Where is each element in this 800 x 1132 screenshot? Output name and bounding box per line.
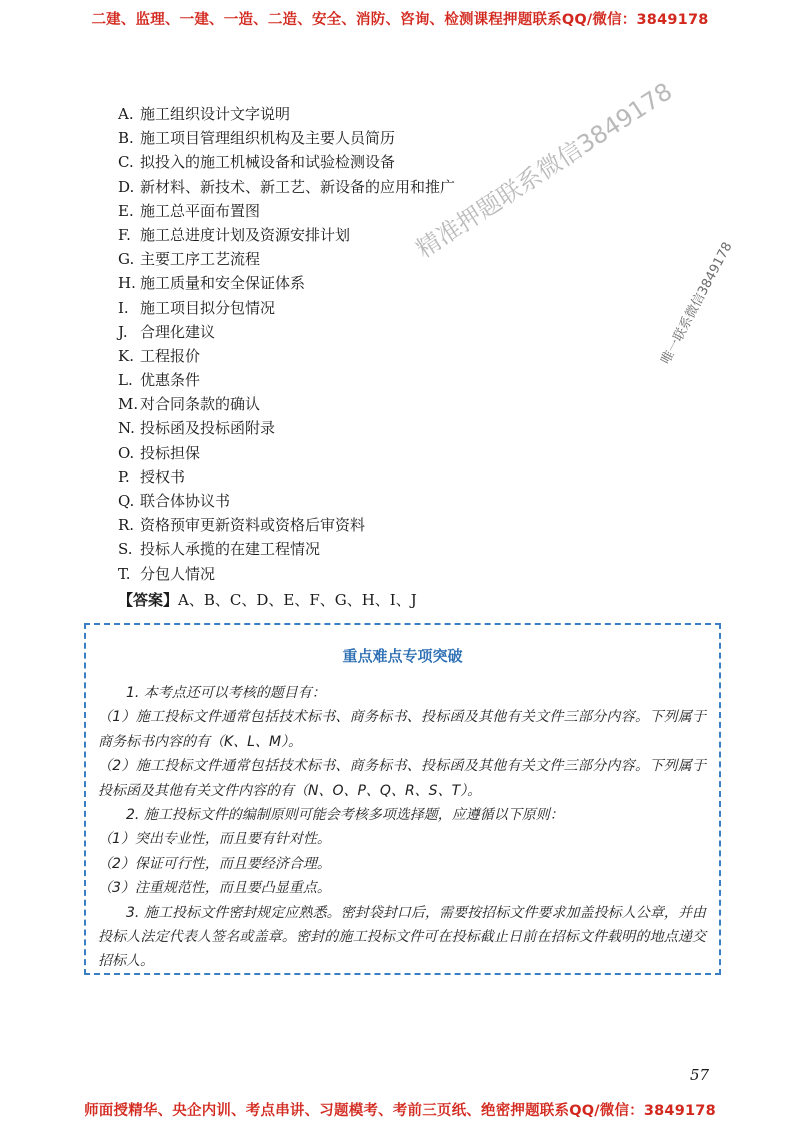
option-text: 优惠条件 <box>140 371 201 390</box>
option-item <box>118 465 678 489</box>
option-item <box>118 368 678 392</box>
option-text: 施工质量和安全保证体系 <box>140 274 306 293</box>
option-text: 新材料、新技术、新工艺、新设备的应用和推广 <box>140 177 456 196</box>
option-text: 合理化建议 <box>140 322 216 341</box>
option-item <box>118 537 678 561</box>
option-item <box>118 513 678 537</box>
option-letter: K. <box>118 346 134 365</box>
option-letter: E. <box>118 201 134 220</box>
option-text: 施工项目管理组织机构及主要人员简历 <box>140 129 396 148</box>
option-item <box>118 441 678 465</box>
option-item <box>118 392 678 416</box>
option-item <box>118 296 678 320</box>
option-item <box>118 223 678 247</box>
option-text: 施工项目拟分包情况 <box>140 298 276 317</box>
option-item <box>118 247 678 271</box>
page-number: 57 <box>690 1066 710 1084</box>
option-text: 投标函及投标函附录 <box>140 419 276 438</box>
option-item <box>118 344 678 368</box>
focus-paragraph: 2. 施工投标文件的编制原则可能会考核多项选择题，应遵循以下原则： <box>126 807 564 824</box>
focus-paragraph: 3. 施工投标文件密封规定应熟悉。密封袋封口后，需要按招标文件要求加盖投标人公章，并由投标人法定代表人签名或盖章。密封的施工投标文件可在投标截止日前在招标文件载明的地点递交招标人。 <box>98 904 706 970</box>
option-text: 施工总进度计划及资源安排计划 <box>140 225 351 244</box>
option-letter: N. <box>118 419 135 438</box>
header-banner: 二建、监理、一建、一造、二造、安全、消防、咨询、检测课程押题联系QQ/微信：3849178 <box>91 12 709 28</box>
option-text: 施工总平面布置图 <box>140 201 261 220</box>
focus-paragraph: （3）注重规范性，而且要凸显重点。 <box>98 880 331 897</box>
option-text: 分包人情况 <box>140 564 216 583</box>
option-item <box>118 320 678 344</box>
option-text: 授权书 <box>140 467 186 486</box>
option-text: 对合同条款的确认 <box>140 395 261 414</box>
option-list <box>118 102 678 586</box>
option-item <box>118 271 678 295</box>
option-text: 拟投入的施工机械设备和试验检测设备 <box>140 153 396 172</box>
watermark-side: 唯一联系微信3849178 <box>658 239 736 367</box>
option-letter: M. <box>118 395 139 414</box>
option-letter: L. <box>118 371 133 390</box>
option-item <box>118 416 678 440</box>
option-letter: C. <box>118 153 134 172</box>
option-letter: A. <box>118 105 134 123</box>
option-text: 工程报价 <box>140 346 201 365</box>
focus-paragraph: （2）保证可行性，而且要经济合理。 <box>98 855 331 872</box>
option-item <box>118 199 678 223</box>
focus-box <box>84 623 721 975</box>
focus-paragraph: （2）施工投标文件通常包括技术标书、商务标书、投标函及其他有关文件三部分内容。下列属于投标函及其他有关文件内容的有（N、O、P、Q、R、S、T）。 <box>98 758 706 799</box>
option-letter: J. <box>118 322 128 341</box>
watermark-diagonal: 精准押题联系微信3849178 <box>411 77 678 264</box>
option-letter: F. <box>118 225 131 244</box>
answer-label: 【答案】 <box>118 591 179 609</box>
option-letter: B. <box>118 129 134 148</box>
option-text: 施工组织设计文字说明 <box>140 105 291 123</box>
option-letter: O. <box>118 443 135 462</box>
option-letter: R. <box>118 516 135 535</box>
focus-paragraph: 1. 本考点还可以考核的题目有： <box>126 685 326 701</box>
answer-line <box>118 589 417 610</box>
option-letter: D. <box>118 177 135 196</box>
option-text: 投标担保 <box>140 443 201 462</box>
option-item <box>118 489 678 513</box>
option-item <box>118 175 678 199</box>
answer-value: A、B、C、D、E、F、G、H、I、J <box>178 591 417 609</box>
option-letter: H. <box>118 274 136 293</box>
focus-paragraph: （1）施工投标文件通常包括技术标书、商务标书、投标函及其他有关文件三部分内容。下列属于商务标书内容的有（K、L、M）。 <box>98 709 706 750</box>
option-letter: I. <box>118 298 129 317</box>
option-letter: P. <box>118 467 130 486</box>
option-text: 联合体协议书 <box>140 492 231 510</box>
focus-box-body <box>98 681 706 974</box>
focus-paragraph: （1）突出专业性，而且要有针对性。 <box>98 831 331 848</box>
footer-banner: 师面授精华、央企内训、考点串讲、习题模考、考前三页纸、绝密押题联系QQ/微信：3849178 <box>84 1103 716 1119</box>
option-text: 投标人承揽的在建工程情况 <box>140 540 321 559</box>
option-letter: T. <box>118 564 131 583</box>
option-text: 资格预审更新资料或资格后审资料 <box>140 516 366 535</box>
option-letter: Q. <box>118 492 135 510</box>
option-letter: G. <box>118 250 135 269</box>
option-item <box>118 562 678 586</box>
option-text: 主要工序工艺流程 <box>140 250 261 269</box>
focus-box-title: 重点难点专项突破 <box>342 647 463 665</box>
option-letter: S. <box>118 540 133 559</box>
